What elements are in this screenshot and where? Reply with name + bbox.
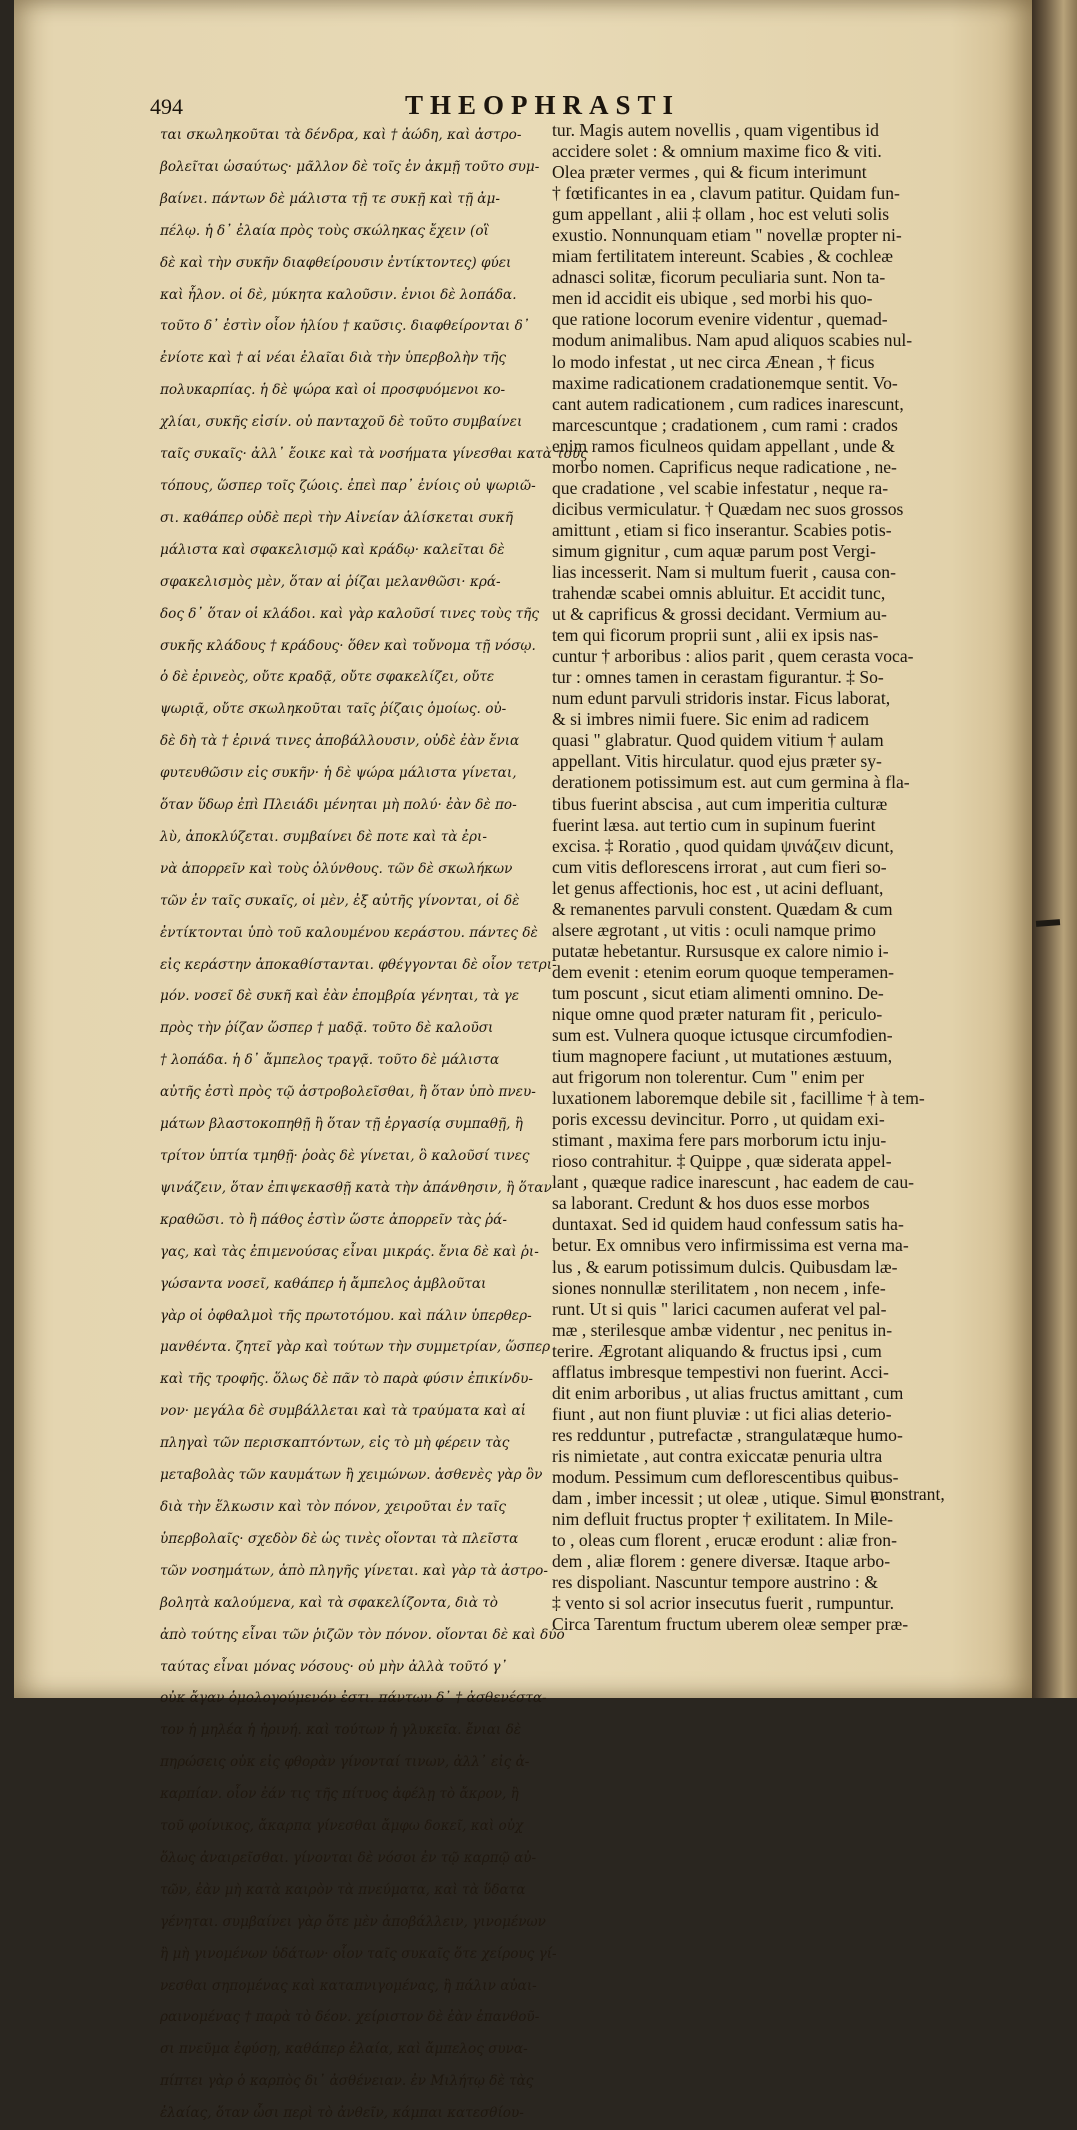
latin-text-line: lo modo infestat , ut nec circa Ænean , † ficus [552, 351, 875, 372]
adjacent-page-edge [1032, 0, 1077, 1698]
greek-text-line: φυτευθῶσιν εἰς συκῆν· ἡ δὲ ψώρα μάλιστα γίνεται, [160, 765, 517, 782]
page-number: 494 [150, 94, 183, 119]
greek-text-line: ὁ δὲ ἐρινεὸς, οὔτε κραδᾷ, οὔτε σφακελίζει, οὔτε [160, 669, 495, 686]
latin-text-line: stimant , maxima fere pars morborum ictu inju- [552, 1130, 887, 1151]
latin-text-line: num edunt parvuli stridoris instar. Ficus laborat, [552, 688, 891, 709]
latin-text-line: to , oleas cum florent , erucæ erodunt : aliæ fron- [552, 1530, 897, 1551]
latin-text-line: sa laborant. Credunt & hos duos esse morbos [552, 1193, 870, 1214]
latin-text-line: marcescuntque ; cradationem , cum rami : crados [552, 414, 898, 435]
latin-text-line: let genus affectionis, hoc est , ut acini defluant, [552, 877, 884, 898]
greek-text-line: καὶ τῆς τροφῆς. ὅλως δὲ πᾶν τὸ παρὰ φύσιν ἐπικίνδυ- [160, 1371, 533, 1388]
latin-text-line: lus , & earum potissimum dulcis. Quibusdam læ- [552, 1256, 898, 1277]
latin-text-column [552, 120, 924, 1635]
greek-text-line: ταύτας εἶναι μόνας νόσους· οὐ μὴν ἀλλὰ τοῦτό γ᾽ [160, 1658, 508, 1675]
greek-text-line: βολητὰ καλούμενα, καὶ τὰ σφακελίζοντα, διὰ τὸ [160, 1594, 498, 1611]
greek-text-line: ψινάζειν, ὅταν ἐπιψεκασθῇ κατὰ τὴν ἀπάνθησιν, ἢ ὅταν [160, 1179, 552, 1196]
greek-text-line: ραινομένας † παρὰ τὸ δέον. χείριστον δὲ ἐὰν ἐπανθοῦ- [160, 2009, 540, 2026]
latin-text-line: que ratione locorum evenire videntur , quemad- [552, 309, 888, 330]
latin-text-line: & remanentes parvuli constent. Quædam & cum [552, 898, 893, 919]
latin-text-line: runt. Ut si quis " larici cacumen auferat vel pal- [552, 1298, 887, 1319]
latin-text-line: modum animalibus. Nam apud aliquos scabies nul- [552, 330, 913, 351]
latin-text-line: mæ , sterilesque ambæ videntur , nec penitus in- [552, 1319, 893, 1340]
latin-text-line: ut & caprificus & grossi decidant. Vermium au- [552, 604, 887, 625]
greek-text-line: σφακελισμὸς μὲν, ὅταν αἱ ῥίζαι μελανθῶσι· κρά- [160, 573, 501, 590]
latin-text-line: duntaxat. Sed id quidem haud confessum satis ha- [552, 1214, 904, 1235]
latin-text-line: maxime radicationem cradationemque sentit. Vo- [552, 372, 898, 393]
latin-text-line: tur : omnes tamen in cerastam figurantur. ‡ So- [552, 667, 884, 688]
greek-text-line: ὑπερβολαῖς· σχεδὸν δὲ ὡς τινὲς οἴονται τὰ πλεῖστα [160, 1530, 519, 1547]
greek-text-line: λὺ, ἀποκλύζεται. συμβαίνει δὲ ποτε καὶ τὰ ἐρι- [160, 828, 487, 845]
latin-text-line: lant , quæque radice inarescunt , hac eadem de cau- [552, 1172, 914, 1193]
latin-text-line: cant autem radicationem , cum radices inarescunt, [552, 393, 904, 414]
greek-text-line: νον· μεγάλα δὲ συμβάλλεται καὶ τὰ τραύματα καὶ αἱ [160, 1403, 527, 1420]
greek-text-line: τῶν νοσημάτων, ἀπὸ πληγῆς γίνεται. καὶ γὰρ τὰ ἀστρο- [160, 1562, 548, 1579]
greek-text-line: βαίνει. πάντων δὲ μάλιστα τῇ τε συκῇ καὶ τῇ ἀμ- [160, 190, 500, 207]
greek-text-line: ἐνίοτε καὶ † αἱ νέαι ἐλαῖαι διὰ τὴν ὑπερβολὴν τῆς [160, 350, 506, 367]
greek-text-line: αὐτῆς ἐστὶ πρὸς τῷ ἀστροβολεῖσθαι, ἢ ὅταν ὑπὸ πνευ- [160, 1084, 536, 1101]
latin-text-line: aut frigorum non tolerentur. Cum " enim per [552, 1067, 865, 1088]
greek-text-line: σι. καθάπερ οὐδὲ περὶ τὴν Αἰνείαν ἁλίσκεται συκῆ [160, 509, 513, 526]
greek-text-line: γένηται. συμβαίνει γὰρ ὅτε μὲν ἀποβάλλειν, γινομένων [160, 1913, 546, 1930]
latin-text-line: derationem potissimum est. aut cum germina à fla- [552, 772, 910, 793]
greek-text-line: ψωριᾷ, οὔτε σκωληκοῦται ταῖς ῥίζαις ὁμοίως. οὐ- [160, 701, 507, 718]
greek-text-line: τόπους, ὥσπερ τοῖς ζώοις. ἐπεὶ παρ᾽ ἐνίοις οὐ ψωριῶ- [160, 477, 536, 494]
greek-text-line: σι πνεῦμα ἐφύσῃ, καθάπερ ἐλαία, καὶ ἄμπελος συνα- [160, 2041, 528, 2058]
greek-text-line: γας, καὶ τὰς ἐπιμενούσας εἶναι μικράς. ἔνια δὲ καὶ ῥι- [160, 1243, 539, 1260]
greek-text-line: γὰρ οἱ ὀφθαλμοὶ τῆς πρωτοτόμου. καὶ πάλιν ὑπερθερ- [160, 1307, 532, 1324]
latin-text-line: que cradatione , vel scabie infestatur , neque ra- [552, 477, 889, 498]
latin-text-line: fuerint læsa. aut tertio cum in supinum fuerint [552, 814, 876, 835]
running-title: THEOPHRASTI [405, 90, 681, 120]
greek-text-line: τῶν ἐν ταῖς συκαῖς, οἱ μὲν, ἐξ αὐτῆς γίνονται, οἱ δὲ [160, 892, 520, 909]
greek-text-line: διὰ τὴν ἕλκωσιν καὶ τὸν πόνον, χειροῦται ἐν ταῖς [160, 1498, 507, 1515]
latin-text-line: dam , imber incessit ; ut oleæ , utique. Simul e- [552, 1488, 885, 1509]
greek-text-line: γώσαντα νοσεῖ, καθάπερ ἡ ἄμπελος ἀμβλοῦται [160, 1275, 487, 1292]
greek-text-line: χλίαι, συκῆς εἰσίν. οὐ πανταχοῦ δὲ τοῦτο συμβαίνει [160, 414, 523, 431]
latin-text-line: dem , aliæ florem : genere diversæ. Itaque arbo- [552, 1551, 891, 1572]
latin-text-line: tibus fuerint abscisa , aut cum imperitia culturæ [552, 793, 888, 814]
page-header [150, 90, 710, 124]
latin-text-line: tur. Magis autem novellis , quam vigentibus id [552, 120, 879, 140]
greek-text-line: πολυκαρπίας. ἡ δὲ ψώρα καὶ οἱ προσφυόμενοι κο- [160, 382, 506, 399]
latin-text-line: rioso contrahitur. ‡ Quippe , quæ siderata appel- [552, 1151, 892, 1172]
latin-text-line: miam fertilitatem intereunt. Scabies , & cochleæ [552, 246, 894, 267]
greek-text-line: μάλιστα καὶ σφακελισμῷ καὶ κράδῳ· καλεῖται δὲ [160, 541, 505, 558]
greek-text-line: δὲ δὴ τὰ † ἐρινά τινες ἀποβάλλουσιν, οὐδὲ ἐὰν ἔνια [160, 733, 520, 750]
catchword: monstrant, [870, 1484, 945, 1504]
greek-text-line: ὅλως ἀναιρεῖσθαι. γίνονται δὲ νόσοι ἐν τῷ καρπῷ αὐ- [160, 1849, 537, 1866]
latin-text-line: res redduntur , putrefactæ , strangulatæque humo- [552, 1424, 903, 1445]
greek-text-line: πληγαὶ τῶν περισκαπτόντων, εἰς τὸ μὴ φέρειν τὰς [160, 1435, 510, 1452]
latin-text-line: appellant. Vitis hirculatur. quod ejus præter sy- [552, 751, 882, 772]
greek-text-line: μόν. νοσεῖ δὲ συκῆ καὶ ἐὰν ἐπομβρία γένηται, τὰ γε [160, 988, 519, 1005]
latin-text-line: dicibus vermiculatur. † Quædam nec suos grossos [552, 498, 904, 519]
latin-text-line: putatæ hebetantur. Rursusque ex calore nimio i- [552, 940, 889, 961]
latin-text-line: Circa Tarentum fructum uberem oleæ semper præ- [552, 1614, 909, 1635]
greek-text-line: μεταβολὰς τῶν καυμάτων ἢ χειμώνων. ἀσθενὲς γὰρ ὂν [160, 1467, 543, 1484]
greek-text-line: βολεῖται ὡσαύτως· μᾶλλον δὲ τοῖς ἐν ἀκμῇ τοῦτο συμ- [160, 158, 540, 175]
greek-text-line: πέλῳ. ἡ δ᾽ ἐλαία πρὸς τοὺς σκώληκας ἔχειν (οἳ [160, 222, 489, 239]
latin-text-line: trahendæ scabei omnis abluitur. Et accidit tunc, [552, 583, 886, 604]
greek-text-line: τῶν, ἐὰν μὴ κατὰ καιρὸν τὰ πνεύματα, καὶ τὰ ὕδατα [160, 1881, 526, 1898]
latin-text-line: tum poscunt , sicut etiam alimenti omnino. De- [552, 982, 884, 1003]
greek-text-line: καὶ ἧλον. οἱ δὲ, μύκητα καλοῦσιν. ἐνιοι δὲ λοπάδα. [160, 286, 517, 303]
latin-text-line: dit enim arboribus , ut alias fructus amittant , cum [552, 1382, 904, 1403]
greek-text-line: νεσθαι σηπομένας καὶ καταπνιγομένας, ἢ πάλιν αὐαι- [160, 1977, 537, 1994]
greek-text-line: δὲ καὶ τὴν συκῆν διαφθείρουσιν ἐντίκτοντες) φύει [160, 254, 512, 271]
greek-text-line: δος δ᾽ ὅταν οἱ κλάδοι. καὶ γὰρ καλοῦσί τινες τοὺς τῆς [160, 605, 539, 622]
latin-text-line: † fœtificantes in ea , clavum patitur. Quidam fun- [552, 183, 900, 204]
latin-text-line: quasi " glabratur. Quod quidem vitium † aulam [552, 730, 884, 751]
greek-text-line: † λοπάδα. ἡ δ᾽ ἄμπελος τραγᾷ. τοῦτο δὲ μάλιστα [160, 1052, 500, 1069]
greek-text-line: πρὸς τὴν ῥίζαν ὥσπερ † μαδᾷ. τοῦτο δὲ καλοῦσι [160, 1020, 494, 1037]
greek-text-line: ὅταν ὕδωρ ἐπὶ Πλειάδι μένηται μὴ πολύ· ἐὰν δὲ πο- [160, 797, 517, 814]
greek-text-line: τοῦ φοίνικος, ἄκαρπα γίνεσθαι ἄμφω δοκεῖ, καὶ οὐχ [160, 1818, 524, 1835]
latin-text-line: alsere ægrotant , ut vitis : oculi namque primo [552, 919, 876, 940]
latin-text-line: poris excessu devincitur. Porro , ut quidam exi- [552, 1109, 885, 1130]
greek-text-line: ἐντίκτονται ὑπὸ τοῦ καλουμένου κεράστου. πάντες δὲ [160, 924, 538, 941]
greek-text-line: οὐκ ἄγαν ὁμολογούμενόν ἐστι. πάντων δ᾽ † ἀσθενέστα- [160, 1690, 547, 1707]
greek-text-line: νὰ ἀπορρεῖν καὶ τοὺς ὀλύνθους. τῶν δὲ σκωλήκων [160, 860, 513, 877]
latin-text-line: accidere solet : & omnium maxime fico & viti. [552, 141, 882, 162]
latin-text-line: nim defluit fructus propter † exilitatem. In Mile- [552, 1509, 894, 1530]
latin-text-line: res dispoliant. Nascuntur tempore austrino : & [552, 1572, 878, 1593]
latin-text-line: afflatus imbresque tempestivi non fuerint. Acci- [552, 1361, 889, 1382]
greek-text-line: ἢ μὴ γινομένων ὑδάτων· οἷον ταῖς συκαῖς ὅτε χείρους γί- [160, 1945, 557, 1962]
latin-text-line: excisa. ‡ Roratio , quod quidam ψινάζειν dicunt, [552, 835, 894, 856]
greek-text-line: καρπίαν. οἷον ἐάν τις τῆς πίτυος ἀφέλῃ τὸ ἄκρον, ἢ [160, 1786, 519, 1803]
greek-text-line: τον ἡ μηλέα ἡ ἠρινή. καὶ τούτων ἡ γλυκεῖα. ἔνιαι δὲ [160, 1722, 522, 1739]
greek-text-line: πίπτει γὰρ ὁ καρπὸς δι᾽ ἀσθένειαν. ἐν Μιλήτῳ δὲ τὰς [160, 2073, 534, 2090]
latin-text-line: terire. Ægrotant aliquando & fructus ipsi , cum [552, 1340, 882, 1361]
latin-text-line: cuntur † arboribus : alios parit , quem cerasta voca- [552, 646, 914, 667]
latin-text-line: ‡ vento si sol acrior insecutus fuerit , rumpuntur. [552, 1593, 895, 1614]
greek-text-line: τοῦτο δ᾽ ἐστὶν οἷον ἡλίου † καῦσις. διαφθείρονται δ᾽ [160, 318, 530, 335]
latin-text-line: lias incesserit. Nam si multum fuerit , causa con- [552, 561, 896, 582]
latin-text-line: enim ramos ficulneos quidam appellant , unde & [552, 435, 895, 456]
latin-text-line: adnasci solitæ, ficorum peculiaria sunt. Non ta- [552, 267, 886, 288]
latin-text-line: siones nonnullæ sterilitatem , non necem , infe- [552, 1277, 886, 1298]
latin-text-line: modum. Pessimum cum deflorescentibus quibus- [552, 1467, 899, 1487]
latin-text-line: Olea præter vermes , qui & ficum interimunt [552, 162, 867, 183]
greek-text-line: ἀπὸ τούτης εἶναι τῶν ῥιζῶν τὸν πόνον. οἴονται δὲ καὶ δύο [160, 1626, 565, 1643]
latin-text-line: nique omne quod præter naturam fit , periculo- [552, 1003, 883, 1024]
latin-text-line: dem evenit : etenim eorum quoque temperamen- [552, 961, 894, 982]
greek-text-column [160, 120, 588, 2130]
latin-text-line: simum gignitur , cum aquæ parum post Vergi- [552, 540, 876, 561]
latin-text-line: gum appellant , alii ‡ ollam , hoc est veluti solis [552, 204, 890, 225]
latin-text-line: ris nimietate , aut contra exiccatæ penuria ultra [552, 1445, 883, 1466]
latin-text-line: luxationem laboremque debile sit , facillime † à tem- [552, 1088, 925, 1109]
latin-text-line: morbo nomen. Caprificus neque radicatione , ne- [552, 456, 897, 477]
greek-text-line: ταῖς συκαῖς· ἀλλ᾽ ἔοικε καὶ τὰ νοσήματα γίνεσθαι κατὰ τοὺς [160, 446, 588, 463]
greek-text-line: συκῆς κλάδους † κράδους· ὅθεν καὶ τοὔνομα τῇ νόσῳ. [160, 637, 536, 654]
latin-text-line: tem qui ficorum proprii sunt , alii ex ipsis nas- [552, 625, 879, 646]
latin-text-line: cum vitis deflorescens irrorat , aut cum fieri so- [552, 856, 887, 877]
greek-text-line: μανθέντα. ζητεῖ γὰρ καὶ τούτων τὴν συμμετρίαν, ὥσπερ [160, 1339, 551, 1356]
latin-text-line: men id accidit eis ubique , sed morbi his quo- [552, 288, 873, 309]
greek-text-line: μάτων βλαστοκοπηθῇ ἢ ὅταν τῇ ἐργασίᾳ συμπαθῇ, ἢ [160, 1116, 523, 1133]
latin-text-line: betur. Ex omnibus vero infirmissima est verna ma- [552, 1235, 909, 1256]
greek-text-line: πηρώσεις οὐκ εἰς φθορὰν γίνονταί τινων, ἀλλ᾽ εἰς ἀ- [160, 1754, 530, 1771]
latin-text-line: tium magnopere faciunt , ut mutationes æstuum, [552, 1046, 893, 1067]
greek-text-line: τρίτον ὑπτία τμηθῇ· ῥοὰς δὲ γίνεται, ὃ καλοῦσί τινες [160, 1148, 530, 1164]
latin-text-line: fiunt , aut non fiunt pluviæ : ut fici alias deterio- [552, 1403, 892, 1424]
greek-text-line: ἐλαίας, ὅταν ὦσι περὶ τὸ ἀνθεῖν, κάμπαι κατεσθίου- [160, 2105, 524, 2122]
greek-text-line: ται σκωληκοῦται τὰ δένδρα, καὶ † ἀώδη, καὶ ἀστρο- [160, 127, 522, 143]
latin-text-line: exustio. Nonnunquam etiam " novellæ propter ni- [552, 225, 902, 246]
latin-text-line: & si imbres nimii fuere. Sic enim ad radicem [552, 709, 870, 730]
latin-text-line: amittunt , etiam si fico inserantur. Scabies potis- [552, 519, 892, 540]
latin-text-line: sum est. Vulnera quoque ictusque circumfodien- [552, 1025, 893, 1046]
greek-text-line: κραθῶσι. τὸ ἢ πάθος ἐστὶν ὥστε ἀπορρεῖν τὰς ῥά- [160, 1211, 507, 1228]
greek-text-line: εἰς κεράστην ἀποκαθίστανται. φθέγγονται δὲ οἷον τετρι- [160, 956, 557, 973]
